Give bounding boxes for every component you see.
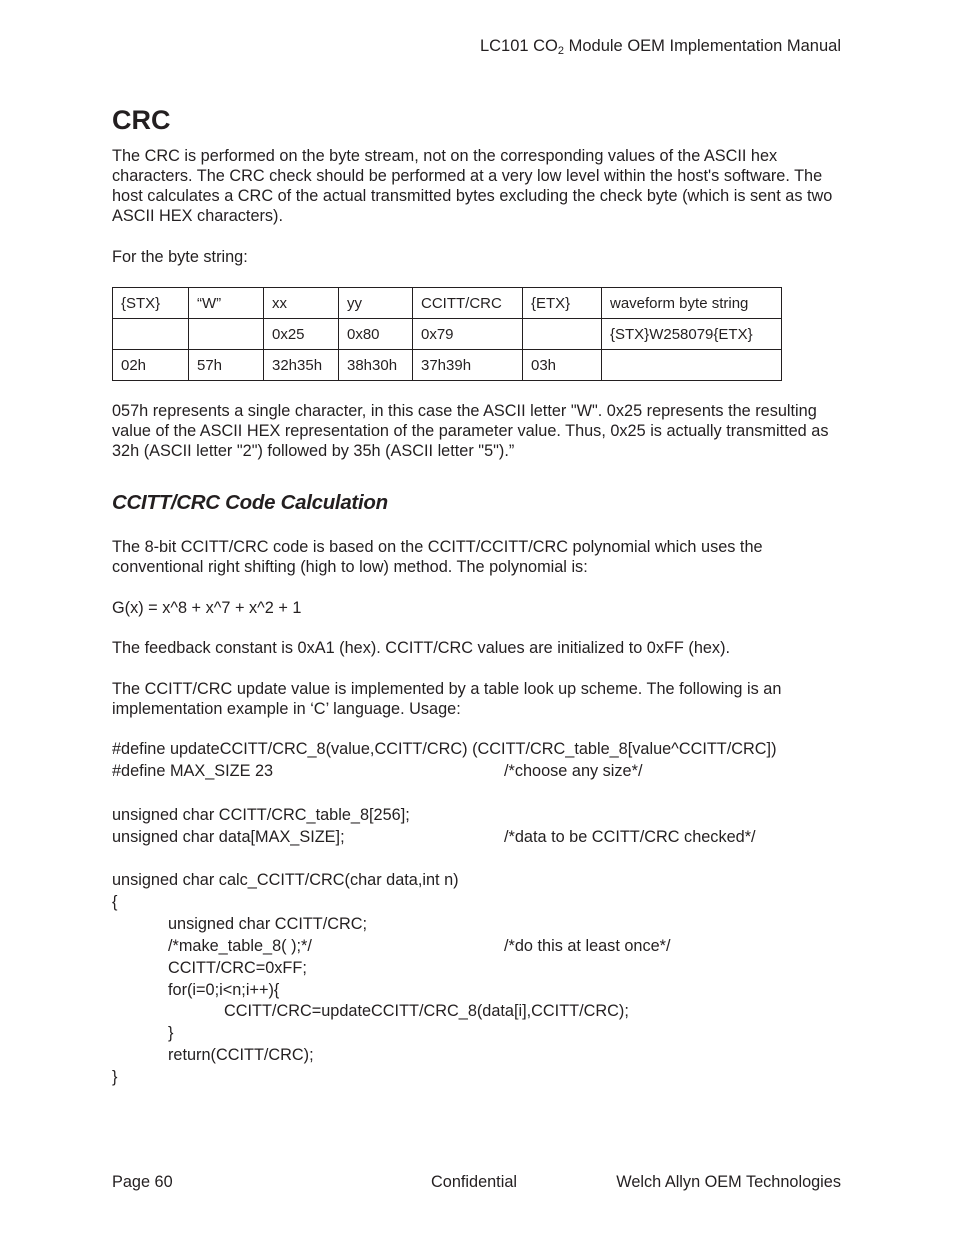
explanation-paragraph: 057h represents a single character, in this case the ASCII letter "W". 0x25 represents the resulting value of the ASCII HEX representation of the parameter value. Thus, 0x25 is actually transmitted as 32h (ASCII letter "2") followed by 35h (ASCII letter "5").”	[112, 402, 829, 460]
table-cell: {ETX}	[523, 288, 602, 319]
polynomial-intro: The 8-bit CCITT/CRC code is based on the CCITT/CCITT/CRC polynomial which uses the conventional right shifting (high to low) method. The polynomial is:	[112, 538, 763, 576]
table-cell: 03h	[523, 350, 602, 381]
footer-page-number: Page 60	[112, 1173, 173, 1191]
usage-paragraph: The CCITT/CRC update value is implemented by a table look up scheme. The following is an implementation example in ‘C’ language. Usage:	[112, 680, 782, 718]
code-line: }	[112, 1068, 118, 1086]
code-line: return(CCITT/CRC);	[168, 1046, 314, 1064]
intro-paragraph: The CRC is performed on the byte stream, not on the corresponding values of the ASCII hex characters. The CRC check should be performed at a very low level within the host's software. The host calculates a CRC of the actual transmitted bytes excluding the check byte (which is sent as two ASCII HEX characters).	[112, 147, 833, 225]
table-cell	[189, 319, 264, 350]
section-title: CCITT/CRC Code Calculation	[112, 491, 388, 514]
table-cell: {STX}W258079{ETX}	[602, 319, 782, 350]
table-row	[113, 288, 782, 319]
running-header: LC101 $CO_2$ Module OEM Implementation Manual	[479, 37, 841, 57]
code-line: unsigned char calc_CCITT/CRC(char data,int n)	[112, 871, 459, 889]
table-cell: waveform byte string	[602, 288, 782, 319]
code-line: for(i=0;i<n;i++){	[168, 981, 280, 999]
footer-company: Welch Allyn OEM Technologies	[616, 1173, 841, 1191]
code-comment: /*choose any size*/	[504, 762, 643, 780]
byte-string-label: For the byte string:	[112, 248, 248, 266]
code-line: unsigned char data[MAX_SIZE];	[112, 828, 345, 846]
feedback-paragraph: The feedback constant is 0xA1 (hex). CCITT/CRC values are initialized to 0xFF (hex).	[112, 639, 731, 657]
table-cell: 02h	[113, 350, 189, 381]
code-line: #define updateCCITT/CRC_8(value,CCITT/CRC) (CCITT/CRC_table_8[value^CCITT/CRC])	[112, 740, 777, 758]
page-title: CRC	[112, 105, 171, 135]
table-cell: yy	[339, 288, 413, 319]
code-comment: /*do this at least once*/	[504, 937, 671, 955]
code-line: }	[168, 1024, 174, 1042]
table-cell: 57h	[189, 350, 264, 381]
table-cell: “W”	[189, 288, 264, 319]
table-cell: 32h35h	[264, 350, 339, 381]
code-comment: /*data to be CCITT/CRC checked*/	[504, 828, 756, 846]
code-line: unsigned char CCITT/CRC;	[168, 915, 368, 933]
code-line: #define MAX_SIZE 23	[112, 762, 274, 780]
table-row	[113, 319, 782, 350]
code-line: CCITT/CRC=updateCCITT/CRC_8(data[i],CCITT/CRC);	[224, 1002, 629, 1020]
table-cell	[523, 319, 602, 350]
table-cell	[113, 319, 189, 350]
byte-string-table	[112, 287, 782, 381]
table-cell: xx	[264, 288, 339, 319]
polynomial: G(x) = x^8 + x^7 + x^2 + 1	[112, 599, 302, 617]
table-cell: CCITT/CRC	[413, 288, 523, 319]
table-row	[113, 350, 782, 381]
footer-confidential: Confidential	[431, 1173, 517, 1191]
table-cell: 37h39h	[413, 350, 523, 381]
table-cell: 0x79	[413, 319, 523, 350]
code-line: unsigned char CCITT/CRC_table_8[256];	[112, 806, 410, 824]
table-cell: 0x25	[264, 319, 339, 350]
table-cell	[602, 350, 782, 381]
table-cell: {STX}	[113, 288, 189, 319]
code-line: CCITT/CRC=0xFF;	[168, 959, 307, 977]
table-cell: 38h30h	[339, 350, 413, 381]
table-cell: 0x80	[339, 319, 413, 350]
code-line: /*make_table_8( );*/	[168, 937, 312, 955]
code-line: {	[112, 893, 118, 911]
